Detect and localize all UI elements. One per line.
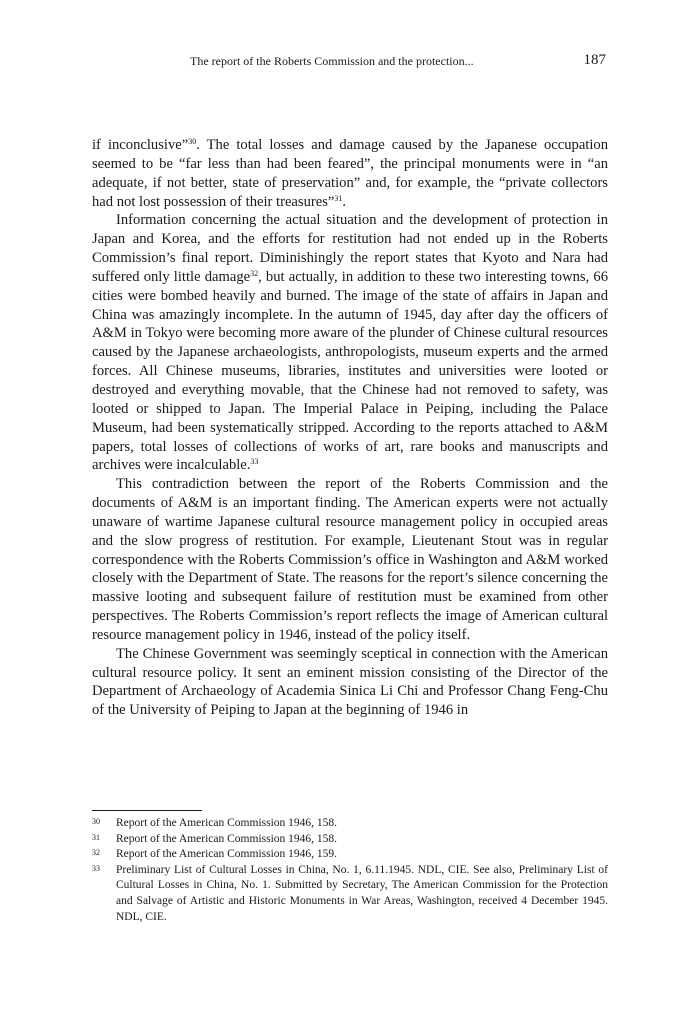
paragraph [92, 211, 608, 475]
footnote-reference[interactable]: 31 [334, 193, 343, 203]
footnotes [92, 816, 608, 925]
footnote-reference[interactable]: 30 [188, 137, 197, 146]
footnote-number: 30 [92, 817, 100, 826]
paragraph [92, 475, 608, 645]
page-number: 187 [583, 52, 606, 68]
footnote-number: 33 [92, 863, 100, 873]
text-run: . The total losses and damage caused by the Japanese occupation seemed to be “far less than had been feared”, the principal monuments were in “an adequate, if not better, state of preservation” and, for example, the “private collectors had not lost possession of their treasures” [92, 137, 608, 210]
footnote-text: Report of the American Commission 1946, 159. [116, 848, 338, 861]
text-run: Information concerning the actual situation and the development of protection in Japan and Korea, and the efforts for restitution had not ended up in the Roberts Commission’s final report. Diminishingly the report states that Kyoto and Nara had suffered only little damage [92, 212, 608, 285]
paragraph [92, 645, 608, 720]
text-run: . [342, 193, 347, 210]
footnote [92, 832, 608, 848]
footnote-text: Report of the American Commission 1946, 158. [116, 832, 338, 845]
running-title: The report of the Roberts Commission and the protection... [190, 54, 474, 68]
footnote-number: 32 [92, 848, 100, 858]
running-header [92, 54, 608, 74]
text-run: The Chinese Government was seemingly sceptical in connection with the American cultural resource policy. It sent an eminent mission consisting of the Director of the Department of Archaeology of Academia Sinica Li Chi and Professor Chang Feng-Chu of the University of Peiping to Japan at the beginning of 1946 in [92, 645, 608, 719]
footnote [92, 863, 608, 925]
body-text [92, 136, 608, 720]
footnote-text: Report of the American Commission 1946, 158. [116, 817, 338, 829]
paragraph [92, 136, 608, 211]
footnote-reference[interactable]: 33 [250, 457, 259, 467]
text-run: , but actually, in addition to these two interesting towns, 66 cities were bombed heavily and burned. The image of the state of affairs in Japan and China was amazingly incomplete. In the autumn of 1945, day after day the officers of A&M in Tokyo were becoming more aware of the plunder of Chinese cultural resources caused by the Japanese archaeologists, anthropologists, museum experts and the armed forces. All Chinese museums, libraries, institutes and universities were looted or destroyed and everything movable, that the Chinese had not removed to safety, was looted or shipped to Japan. The Imperial Palace in Peiping, including the Palace Museum, had been systematically stripped. According to the reports attached to A&M papers, total losses of collections of works of art, rare books and manuscripts and archives were incalculable. [92, 268, 609, 474]
footnote-separator [92, 810, 202, 811]
footnote-reference[interactable]: 32 [250, 268, 259, 278]
footnote [92, 847, 608, 863]
footnote [92, 816, 608, 832]
text-run: This contradiction between the report of the Roberts Commission and the documents of A&M is an important finding. The American experts were not actually unaware of wartime Japanese cultural resource management policy in occupied areas and the slow progress of restitution. For example, Lieutenant Stout was in regular correspondence with the Roberts Commission’s office in Washington and A&M worked closely with the Department of State. The reasons for the report’s silence concerning the massive looting and subsequent failure of restitution must be examined from other perspectives. The Roberts Commission’s report reflects the image of American cultural resource management policy in 1946, instead of the policy itself. [92, 476, 608, 643]
footnote-text: Preliminary List of Cultural Losses in China, No. 1, 6.11.1945. NDL, CIE. See also, Preliminary List of Cultural Losses in China, No. 1. Submitted by Secretary, The American Commission for the Protection and Salvage of Artistic and Historic Monuments in War Areas, Washington, received 4 December 1945. NDL, CIE. [116, 863, 608, 923]
text-run: if inconclusive” [92, 137, 189, 153]
footnote-number: 31 [92, 832, 100, 842]
